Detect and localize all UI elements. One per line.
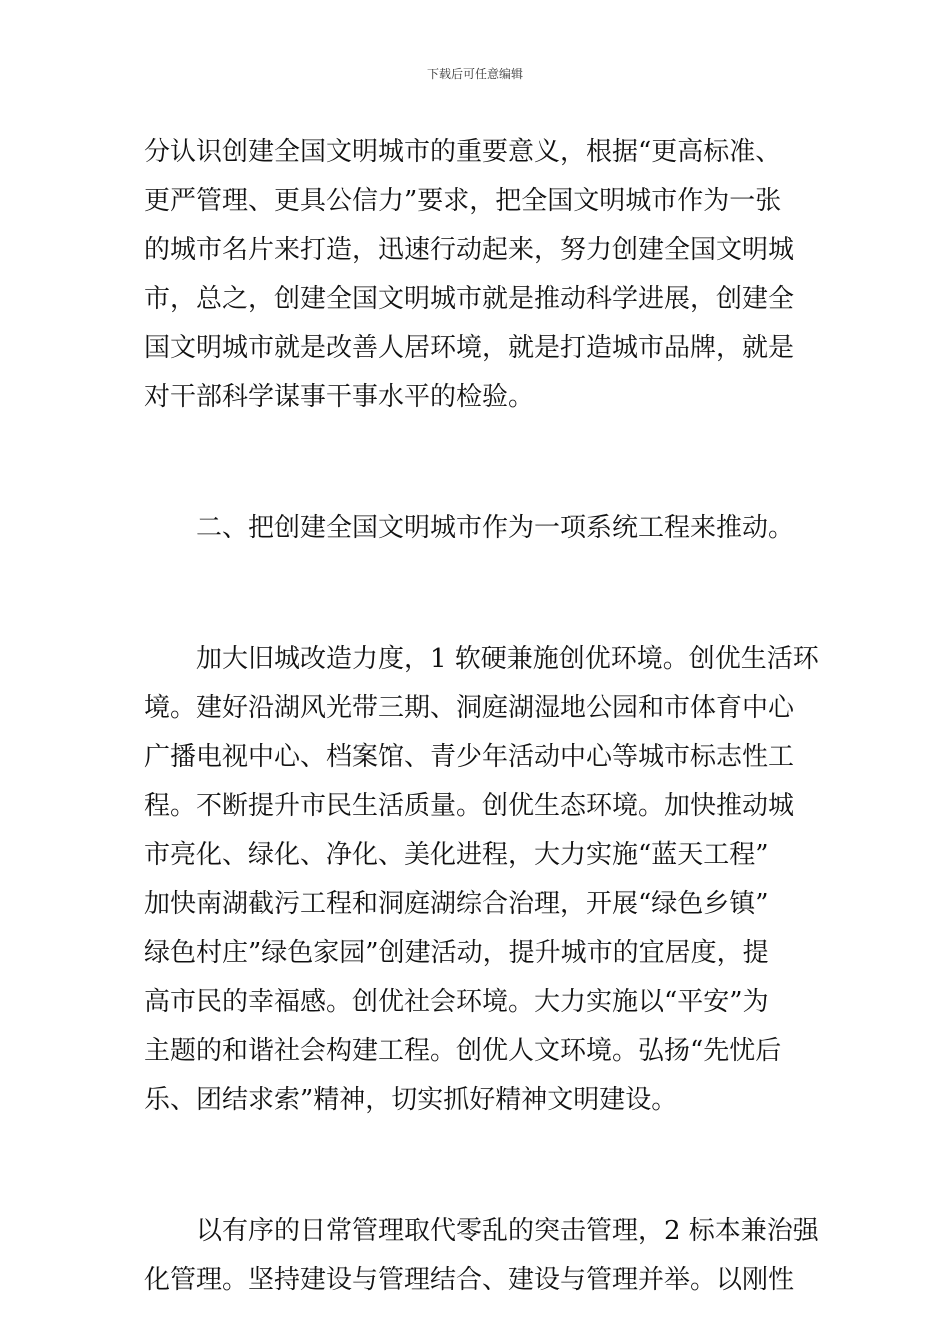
document-body — [144, 128, 819, 1305]
text-line: 市亮化、绿化、净化、美化进程，大力实施“蓝天工程” — [144, 840, 769, 870]
text-line: 市，总之，创建全国文明城市就是推动科学进展，创建全 — [144, 284, 795, 314]
text-line: 境。建好沿湖风光带三期、洞庭湖湿地公园和市体育中心 — [144, 693, 795, 723]
text-line: 国文明城市就是改善人居环境，就是打造城市品牌，就是 — [144, 333, 795, 363]
text-line: 乐、团结求索”精神，切实抓好精神文明建设。 — [144, 1085, 678, 1115]
paragraph-spacer — [144, 553, 814, 635]
text-line: 更严管理、更具公信力”要求，把全国文明城市作为一张 — [144, 186, 782, 216]
text-line: 主题的和谐社会构建工程。创优人文环境。弘扬“先忧后 — [144, 1036, 782, 1066]
text-line: 绿色村庄”绿色家园”创建活动，提升城市的宜居度，提 — [144, 938, 769, 968]
text-line: 高市民的幸福感。创优社会环境。大力实施以“平安”为 — [144, 987, 769, 1017]
text-line: 广播电视中心、档案馆、青少年活动中心等城市标志性工 — [144, 742, 795, 772]
page-header: 下载后可任意编辑 — [426, 67, 523, 81]
text-line: 加快南湖截污工程和洞庭湖综合治理，开展“绿色乡镇” — [144, 889, 769, 919]
text-line: 对干部科学谋事干事水平的检验。 — [144, 382, 535, 412]
paragraph-2 — [144, 635, 819, 1125]
paragraph-spacer — [144, 422, 814, 504]
text-line: 二、把创建全国文明城市作为一项系统工程来推动。 — [196, 513, 795, 543]
paragraph-spacer — [144, 1125, 814, 1207]
text-line: 化管理。坚持建设与管理结合、建设与管理并举。以刚性 — [144, 1265, 795, 1295]
text-line: 的城市名片来打造，迅速行动起来，努力创建全国文明城 — [144, 235, 795, 265]
text-line: 程。不断提升市民生活质量。创优生态环境。加快推动城 — [144, 791, 795, 821]
text-line: 分认识创建全国文明城市的重要意义，根据“更高标准、 — [144, 137, 782, 167]
text-line: 以有序的日常管理取代零乱的突击管理，2 标本兼治强 — [196, 1216, 819, 1246]
paragraph-1 — [144, 128, 814, 422]
text-line: 加大旧城改造力度，1 软硬兼施创优环境。创优生活环 — [196, 644, 819, 674]
paragraph-3 — [144, 1207, 819, 1305]
section-heading — [144, 504, 814, 553]
